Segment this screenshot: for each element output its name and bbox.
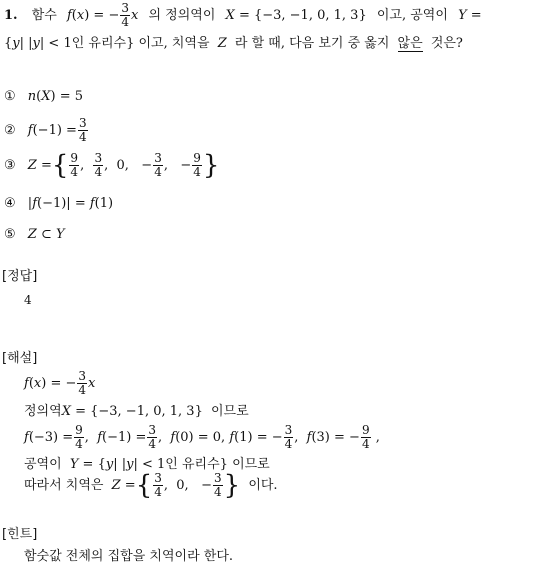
explanation-text: 공역이: [24, 457, 62, 472]
option-math: n(X) = 5: [27, 89, 84, 104]
answer-value: 4: [24, 293, 32, 307]
answer-header: [정답]: [2, 269, 38, 284]
option-3[interactable]: ③ Z ={ $\frac{9}{4}$ , $\frac{3}{4}$ , 0, − $\frac{3}{4}$ , − $\frac{9}{4}$ }: [4, 150, 220, 181]
explanation-line-3: f(−3) = $\frac{9}{4}$ , f(−1) = $\frac{3}{4}$ , f(0) = 0, f(1) = − $\frac{3}{4}$ , f(3) = − $\frac{9}{4}$ ,: [24, 423, 380, 451]
option-math: f(−1) =: [27, 123, 77, 138]
explanation-header: [해설]: [2, 351, 38, 366]
problem-text: 라 할 때, 다음 보기 중 옳지: [234, 36, 390, 51]
explanation-line-5: 따라서 치역은 Z ={ $\frac{3}{4}$ , 0, − $\frac{3}{4}$ } 이다.: [24, 470, 278, 501]
option-marker: ③: [4, 158, 16, 173]
explanation-line-1: f(x) = − $\frac{3}{4}$ x: [24, 369, 96, 397]
math-set-x: X = {−3, −1, 0, 1, 3}: [61, 404, 203, 419]
explanation-text: 정의역: [24, 404, 62, 419]
problem-text: 함수: [31, 8, 57, 23]
problem-line-1: 1. 함수 f(x) = − $\frac{3}{4}$ x 의 정의역이 X = {−3, −1, 0, 1, 3} 이고, 공역이 Y =: [4, 1, 482, 29]
problem-text: 의 정의역이: [148, 8, 216, 23]
explanation-text: 이므로: [211, 404, 249, 419]
hint-header: [힌트]: [2, 527, 38, 542]
problem-number: 1.: [4, 8, 18, 23]
underlined-word: 않은: [397, 36, 423, 51]
explanation-line-2: [24, 405, 249, 418]
option-math: Z ⊂ Y: [27, 227, 65, 242]
option-math: Z =: [27, 158, 52, 173]
math-z: Z: [217, 36, 227, 51]
math-set-y: {y| |y| < 1: [4, 36, 72, 51]
option-4[interactable]: [4, 197, 113, 210]
explanation-text: 따라서 치역은: [24, 478, 104, 493]
option-2[interactable]: [4, 117, 89, 147]
option-5[interactable]: [4, 228, 65, 241]
option-marker: ⑤: [4, 227, 16, 242]
math-set-y: Y = {y| |y| < 1: [69, 457, 166, 472]
option-marker: ④: [4, 196, 16, 211]
explanation-text: 인 유리수} 이므로: [165, 457, 270, 472]
explanation-text: 이다.: [248, 478, 278, 493]
problem-text: 이고, 공역이: [376, 8, 448, 23]
fraction-3-4: $\frac{3}{4}$: [121, 1, 129, 29]
math-set-x: X = {−3, −1, 0, 1, 3}: [225, 8, 367, 23]
problem-text: 것은?: [430, 36, 463, 51]
problem-line-2: [4, 37, 463, 50]
option-math: |f(−1)| = f(1): [27, 196, 114, 211]
problem-text: 인 유리수: [71, 36, 127, 51]
fraction-3-4: $\frac{3}{4}$: [78, 116, 87, 144]
explanation-line-4: [24, 458, 270, 471]
fraction-3-4: $\frac{3}{4}$: [78, 369, 86, 397]
math-fx: f(x) = −: [66, 8, 120, 23]
hint-text: 함숫값 전체의 집합을 치역이라 한다.: [24, 549, 234, 564]
math-y: Y =: [458, 8, 482, 23]
problem-text: } 이고, 치역을: [126, 36, 210, 51]
option-1[interactable]: [4, 90, 83, 103]
option-marker: ①: [4, 89, 16, 104]
option-marker: ②: [4, 123, 16, 138]
